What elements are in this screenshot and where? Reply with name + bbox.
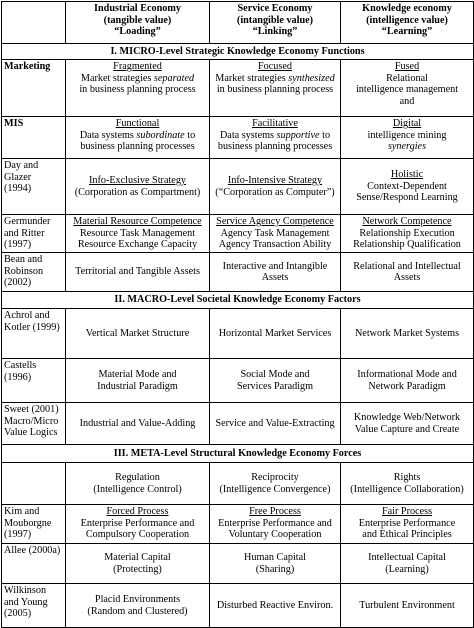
table-cell: [210, 215, 341, 253]
cell-text: intelligence management: [355, 84, 459, 95]
cell-emphasis: separated: [153, 72, 195, 84]
table-row: [2, 584, 474, 628]
header-title: Service Economy: [237, 3, 313, 14]
table-cell: Territorial and Tangible Assets: [66, 253, 210, 292]
table-cell: Informational Mode and Network Paradigm: [341, 359, 474, 403]
section-micro-title: I. MICRO-Level Strategic Knowledge Economy Functions: [2, 44, 474, 60]
cell-text: intelligence mining: [367, 129, 447, 141]
header-knowledge: [341, 2, 474, 44]
cell-text: Resource Exchange Capacity: [77, 239, 198, 250]
cell-text: Data systems: [79, 129, 137, 141]
table-row: [2, 159, 474, 215]
row-label: Sweet (2001) Macro/Micro Value Logics: [2, 403, 66, 445]
table-row: [2, 215, 474, 253]
table-cell: Material Mode and Industrial Paradigm: [66, 359, 210, 403]
row-label: Wilkinson and Young (2005): [2, 584, 66, 628]
table-cell: Social Mode and Services Paradigm: [210, 359, 341, 403]
header-subtitle: (intelligence value): [366, 14, 448, 26]
cell-text: Voluntary Cooperation: [228, 529, 322, 540]
table-cell: Interactive and Intangible Assets: [210, 253, 341, 292]
cell-text: Agency Task Management: [220, 227, 330, 239]
header-title: Knowledge economy: [362, 3, 452, 14]
cell-text: (Corporation as Compartment): [74, 186, 201, 198]
cell-text: business planning processes: [80, 141, 195, 152]
cell-text: Enterprise Performance and: [80, 517, 195, 529]
table-cell: Horizontal Market Services: [210, 309, 341, 359]
cell-title: Fair Process: [381, 506, 433, 517]
table-cell: Relational and Intellectual Assets: [341, 253, 474, 292]
table-row: [2, 253, 474, 292]
table-row: [2, 463, 474, 505]
cell-text: Data systems: [219, 129, 277, 141]
cell-text: Enterprise Performance: [358, 517, 456, 529]
section-row: [2, 445, 474, 463]
cell-text: Market strategies: [80, 72, 154, 84]
cell-text: to: [184, 129, 196, 141]
table-cell: [210, 159, 341, 215]
table-cell: Industrial and Value-Adding: [66, 403, 210, 445]
cell-text: and: [399, 95, 415, 107]
table-row: [2, 60, 474, 117]
header-subtitle: (tangible value): [103, 14, 172, 26]
row-label: Day and Glazer (1994): [2, 159, 66, 215]
cell-text: and Ethical Principles: [362, 529, 452, 540]
row-label: Allee (2000a): [2, 544, 66, 584]
table-cell: Human Capital (Sharing): [210, 544, 341, 584]
cell-emphasis: synthesized: [288, 72, 335, 84]
cell-text: Relationship Execution: [359, 227, 455, 239]
cell-text: Sense/Respond Learning: [356, 192, 458, 204]
row-label: Bean and Robinson (2002): [2, 253, 66, 292]
cell-title: Info-Intensive Strategy: [227, 175, 323, 186]
table-row: [2, 403, 474, 445]
table-cell: [66, 505, 210, 544]
table-cell: Regulation (Intelligence Control): [66, 463, 210, 505]
row-label: Achrol and Kotler (1999): [2, 309, 66, 359]
table-cell: [66, 215, 210, 253]
table-cell: [210, 505, 341, 544]
table-cell: [341, 117, 474, 159]
table-cell: Reciprocity (Intelligence Convergence): [210, 463, 341, 505]
cell-text: (“Corporation as Computer”): [215, 186, 335, 198]
cell-title: Functional: [115, 118, 160, 129]
cell-text: business planning processes: [217, 141, 333, 152]
header-tag: “Learning”: [381, 26, 433, 37]
cell-title: Digital: [392, 118, 422, 129]
header-subtitle: (intangible value): [236, 14, 314, 26]
cell-title: Focused: [258, 61, 292, 72]
table-cell: Service and Value-Extracting: [210, 403, 341, 445]
cell-title: Info-Exclusive Strategy: [88, 175, 187, 186]
row-label: Marketing: [2, 60, 66, 117]
row-label: MIS: [2, 117, 66, 159]
table-cell: Intellectual Capital (Learning): [341, 544, 474, 584]
table-cell: [66, 117, 210, 159]
cell-text: Agency Transaction Ability: [218, 239, 332, 250]
cell-title: Material Resource Competence: [73, 216, 202, 227]
cell-text: Enterprise Performance and: [218, 517, 332, 529]
cell-text: Resource Task Management: [79, 227, 196, 239]
cell-title: Free Process: [249, 506, 301, 517]
table-cell: [210, 117, 341, 159]
table-row: [2, 117, 474, 159]
table-cell: [341, 159, 474, 215]
cell-title: Network Competence: [362, 216, 452, 227]
section-macro-title: II. MACRO-Level Societal Knowledge Economy Factors: [2, 292, 474, 309]
cell-text: in business planning process: [79, 84, 196, 95]
header-tag: “Loading”: [114, 26, 161, 37]
table-cell: Network Market Systems: [341, 309, 474, 359]
cell-text: to: [319, 129, 331, 141]
table-cell: Knowledge Web/Network Value Capture and Create: [341, 403, 474, 445]
row-label-empty: [2, 463, 66, 505]
framework-table: [1, 1, 474, 628]
table-cell: Vertical Market Structure: [66, 309, 210, 359]
section-row: [2, 292, 474, 309]
cell-text: Relationship Qualification: [353, 239, 461, 250]
cell-emphasis: subordinate: [136, 129, 185, 141]
table-cell: Material Capital (Protecting): [66, 544, 210, 584]
table-row: [2, 544, 474, 584]
header-title: Industrial Economy: [94, 3, 181, 14]
table-cell: [341, 60, 474, 117]
cell-emphasis: supportive: [276, 129, 320, 141]
header-row: [2, 2, 474, 44]
cell-text: Context-Dependent: [367, 180, 447, 192]
cell-title: Forced Process: [106, 506, 169, 517]
row-label: Kim and Mouborgne (1997): [2, 505, 66, 544]
row-label: Germunder and Ritter (1997): [2, 215, 66, 253]
cell-title: Facilitative: [252, 118, 298, 129]
table-row: [2, 505, 474, 544]
section-meta-title: III. META-Level Structural Knowledge Economy Forces: [2, 445, 474, 463]
table-cell: [341, 505, 474, 544]
table-cell: Turbulent Environment: [341, 584, 474, 628]
table-cell: [341, 215, 474, 253]
table-cell: [66, 60, 210, 117]
cell-text: Market strategies: [215, 72, 289, 84]
table-row: [2, 359, 474, 403]
cell-emphasis: synergies: [387, 141, 427, 152]
cell-text: in business planning process: [216, 84, 334, 95]
header-corner: [2, 2, 66, 44]
cell-title: Holistic: [390, 169, 424, 181]
cell-text: Relational: [386, 72, 428, 84]
cell-title: Fused: [394, 61, 420, 72]
header-tag: “Linking”: [252, 26, 298, 37]
section-row: [2, 44, 474, 60]
header-service: [210, 2, 341, 44]
table-row: [2, 309, 474, 359]
table-cell: [210, 60, 341, 117]
table-cell: Disturbed Reactive Environ.: [210, 584, 341, 628]
table-cell: Placid Environments (Random and Clustered): [66, 584, 210, 628]
cell-text: Compulsory Cooperation: [85, 529, 190, 540]
table-cell: [66, 159, 210, 215]
header-industrial: [66, 2, 210, 44]
cell-title: Fragmented: [113, 61, 162, 72]
row-label: Castells (1996): [2, 359, 66, 403]
cell-title: Service Agency Competence: [216, 216, 334, 227]
table-cell: Rights (Intelligence Collaboration): [341, 463, 474, 505]
